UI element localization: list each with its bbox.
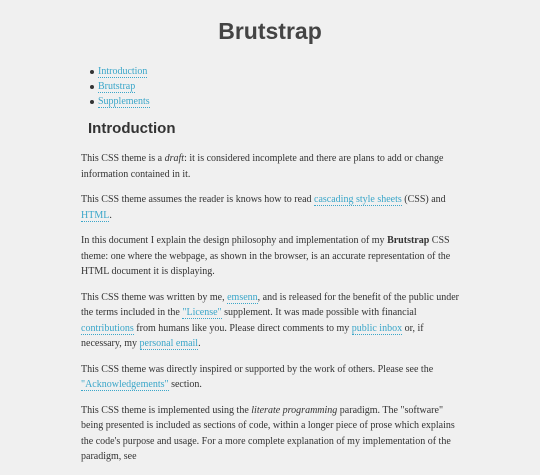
paragraph (81, 290, 463, 352)
toc-item-supplements (98, 94, 150, 109)
text: . (198, 338, 201, 349)
text: This CSS theme assumes the reader is knows how to read (81, 194, 315, 205)
text: This CSS theme was directly inspired or supported by the work of others. Please see the (81, 363, 434, 375)
text: from humans like you. Please direct comments to my (133, 322, 352, 334)
text: paradigm. The "software" being presented is included as sections of code, within a longer piece of prose which explains the code's purpose and usage. For a more complete explanation of my implementation of the paradigm, see (81, 404, 455, 462)
table-of-contents (98, 64, 150, 109)
section-heading: Introduction (88, 120, 176, 137)
link-license[interactable]: "License" (182, 307, 222, 318)
text: CSS theme: one where the webpage, as shown in the browser, is an accurate representation of the HTML document it is displaying. (81, 235, 451, 277)
link-author[interactable]: emsenn (227, 291, 258, 303)
text: This CSS theme was written by me, (81, 291, 228, 303)
section-body (81, 151, 463, 475)
text: or, if necessary, my (81, 322, 424, 349)
toc-link-introduction[interactable]: Introduction (98, 66, 148, 77)
text: section. (168, 379, 202, 390)
text: supplement. It was made possible with financial (221, 307, 417, 318)
text: . (109, 209, 112, 221)
paragraph (81, 151, 463, 182)
text: , and is released for the benefit of the public under the terms included in the (81, 291, 459, 318)
paragraph (81, 233, 463, 280)
text: (CSS) and (401, 194, 446, 205)
page-title: Brutstrap (218, 18, 322, 44)
link-personal-email[interactable]: personal email (139, 338, 199, 349)
paragraph (81, 192, 463, 223)
link-contributions[interactable]: contributions (81, 322, 134, 334)
toc-item-brutstrap (98, 79, 150, 94)
text: This CSS theme is implemented using the (81, 404, 252, 416)
text: This CSS theme is a (81, 153, 165, 164)
toc-link-brutstrap[interactable]: Brutstrap (98, 81, 136, 92)
emphasis: literate programming (251, 404, 338, 416)
text: : it is considered incomplete and there are plans to add or change information contained in it. (81, 153, 444, 180)
emphasis: draft (164, 153, 185, 164)
toc-link-supplements[interactable]: Supplements (98, 96, 150, 107)
paragraph (81, 403, 463, 465)
text: In this document I explain the design philosophy and implementation of my (81, 235, 388, 246)
link-css[interactable]: cascading style sheets (314, 194, 402, 205)
link-public-inbox[interactable]: public inbox (351, 322, 403, 334)
link-acknowledgements[interactable]: "Acknowledgements" (81, 379, 169, 390)
strong-text: Brutstrap (387, 235, 430, 246)
link-html[interactable]: HTML (81, 209, 110, 221)
toc-item-introduction (98, 64, 150, 79)
paragraph (81, 362, 463, 393)
